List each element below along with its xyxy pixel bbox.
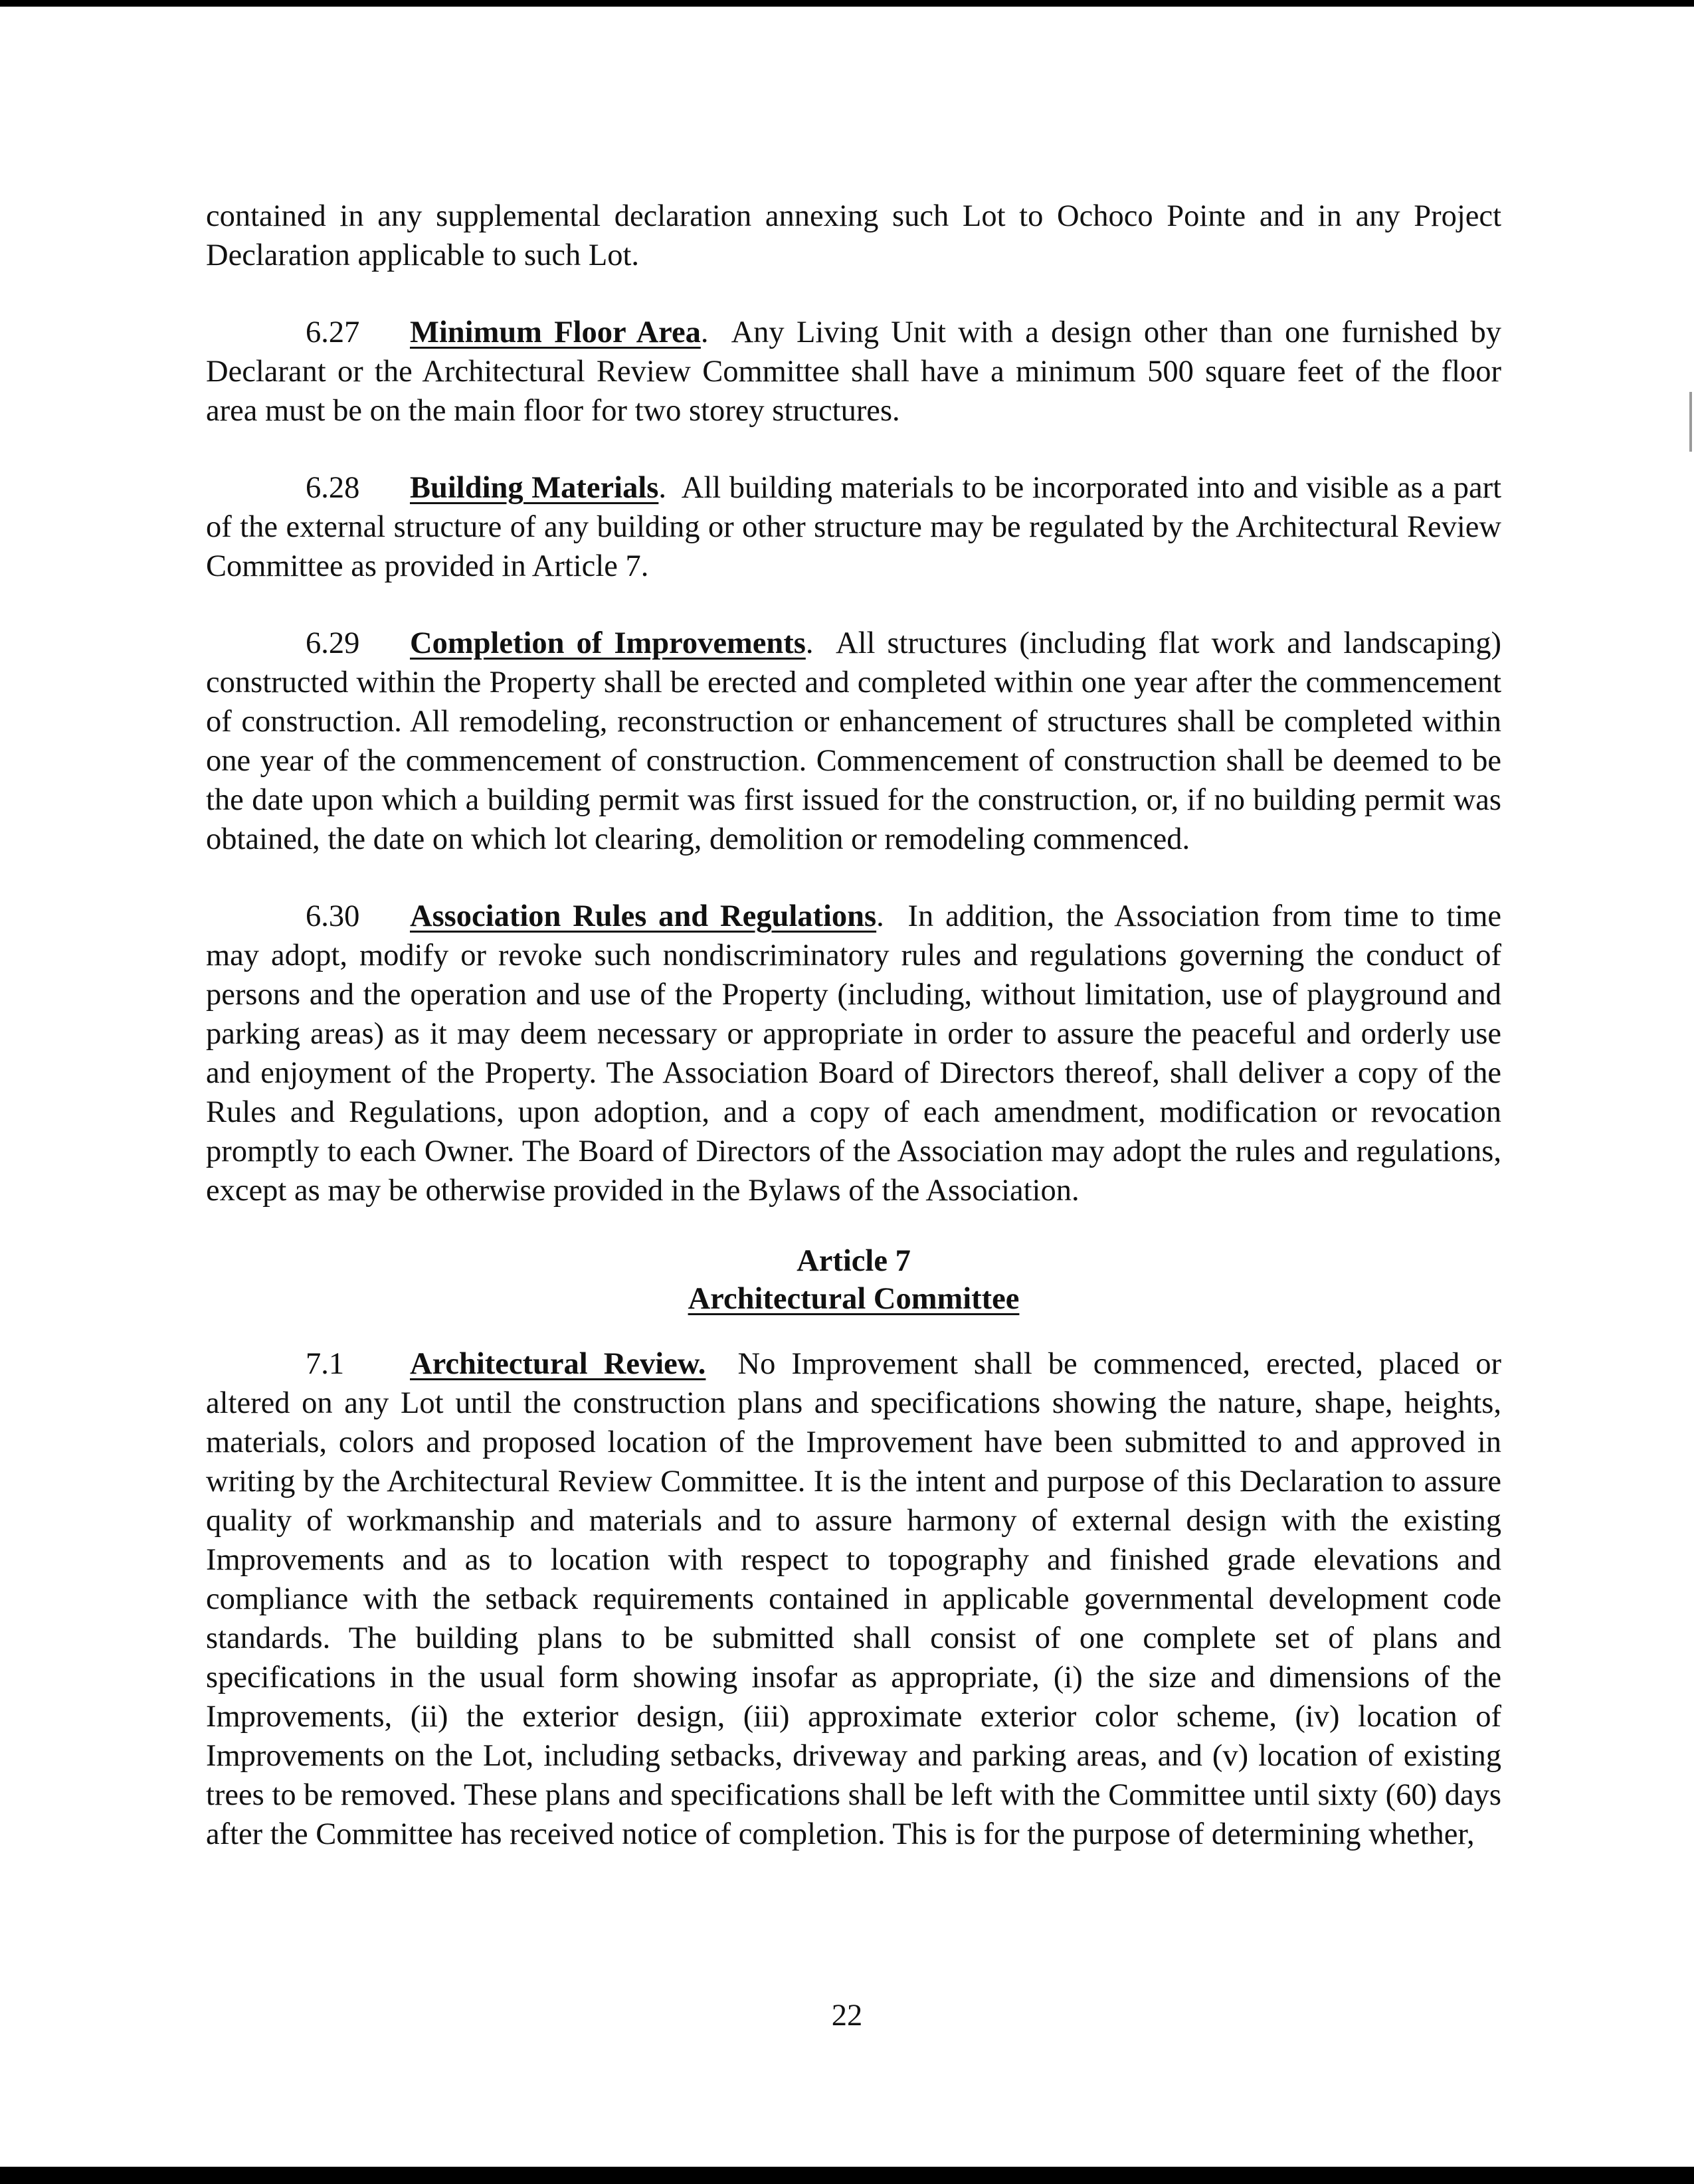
section-body: No Improvement shall be commenced, erected, placed or altered on any Lot until the construction plans and specifications showing the nature, shape, heights, materials, colors and proposed location of the Improvement have been submitted to and approved in writing by the Architectural Review Committee. It is the intent and purpose of this Declaration to assure quality of workmanship and materials and to assure harmony of external design with the existing Improvements and as to location with respect to topography and finished grade elevations and compliance with the setback requirements contained in applicable governmental development code standards. The building plans to be submitted shall consist of one complete set of plans and specifications in the usual form showing insofar as appropriate, (i) the size and dimensions of the Improvements, (ii) the exterior design, (iii) approximate exterior color scheme, (iv) location of Improvements on the Lot, including setbacks, driveway and parking areas, and (v) location of existing trees to be removed. These plans and specifications shall be left with the Committee until sixty (60) days after the Committee has received notice of completion. This is for the purpose of determining whether, — [206, 1347, 1501, 1851]
section-7-1 — [206, 1344, 1501, 1854]
scan-border-top — [0, 0, 1694, 7]
scan-edge-mark — [1689, 392, 1692, 452]
section-heading: Minimum Floor Area — [410, 316, 701, 349]
section-body: All structures (including flat work and landscaping) constructed within the Property shall be erected and completed within one year after the commencement of construction. All remodeling, reconstruction or enhancement of structures shall be completed within one year of the commencement of construction. Commencement of construction shall be deemed to be the date upon which a building permit was first issued for the construction, or, if no building permit was obtained, the date on which lot clearing, demolition or remodeling commenced. — [206, 626, 1501, 856]
section-body: Any Living Unit with a design other than one furnished by Declarant or the Architectural Review Committee shall have a minimum 500 square feet of the floor area must be on the main floor for two storey structures. — [206, 316, 1501, 428]
heading-punctuation: . — [700, 316, 709, 349]
continuation-paragraph: contained in any supplemental declaration annexing such Lot to Ochoco Pointe and in any Project Declaration applicable to such Lot. — [206, 199, 1501, 272]
section-number: 7.1 — [306, 1347, 345, 1381]
section-6-28 — [206, 468, 1501, 586]
section-body: All building materials to be incorporated into and visible as a part of the external structure of any building or other structure may be regulated by the Architectural Review Committee as provided in Article 7. — [206, 471, 1501, 583]
section-6-30 — [206, 897, 1501, 1210]
heading-punctuation: . — [658, 471, 666, 505]
section-number: 6.29 — [306, 626, 360, 660]
scan-border-bottom — [0, 2167, 1694, 2184]
article-heading — [206, 1242, 1501, 1318]
heading-punctuation: . — [876, 899, 884, 933]
section-number: 6.30 — [306, 899, 360, 933]
section-heading: Architectural Review. — [410, 1347, 706, 1381]
section-number: 6.27 — [306, 316, 360, 349]
page-number: 22 — [831, 1999, 863, 2033]
section-6-29 — [206, 624, 1501, 859]
section-heading: Building Materials — [410, 471, 659, 505]
article-label: Article 7 — [797, 1244, 911, 1278]
section-number: 6.28 — [306, 471, 360, 505]
section-heading: Completion of Improvements — [410, 626, 806, 660]
page-body — [206, 197, 1501, 1854]
section-body: In addition, the Association from time to time may adopt, modify or revoke such nondiscriminatory rules and regulations governing the conduct of persons and the operation and use of the Property (including, without limitation, use of playground and parking areas) as it may deem necessary or appropriate in order to assure the peaceful and orderly use and enjoyment of the Property. The Association Board of Directors thereof, shall deliver a copy of the Rules and Regulations, upon adoption, and a copy of each amendment, modification or revocation promptly to each Owner. The Board of Directors of the Association may adopt the rules and regulations, except as may be otherwise provided in the Bylaws of the Association. — [206, 899, 1502, 1208]
section-heading: Association Rules and Regulations — [410, 899, 877, 933]
article-title: Architectural Committee — [688, 1282, 1020, 1316]
section-6-27 — [206, 313, 1501, 430]
heading-punctuation: . — [805, 626, 814, 660]
